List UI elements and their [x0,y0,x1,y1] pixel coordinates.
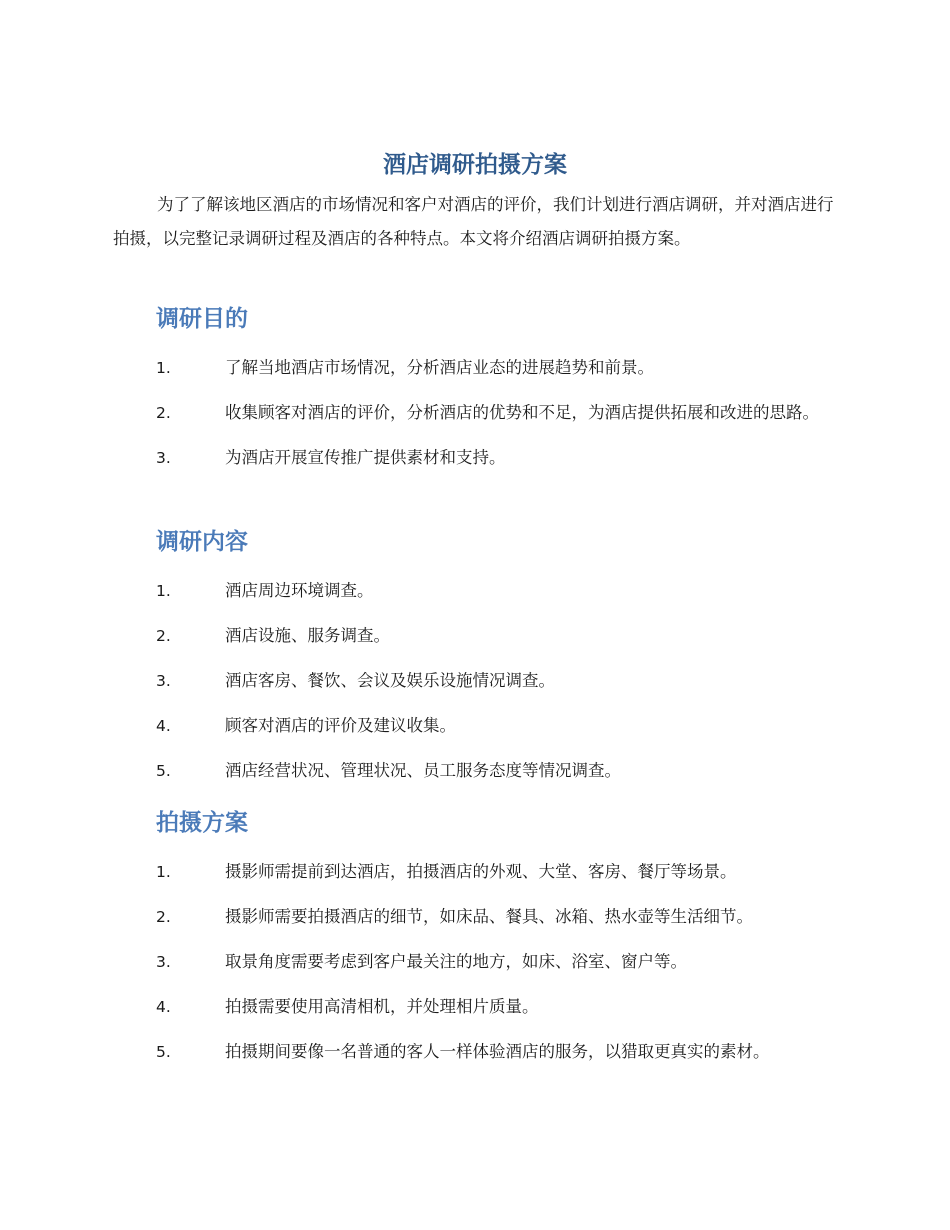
list-item-text: 了解当地酒店市场情况，分析酒店业态的进展趋势和前景。 [225,358,654,377]
list-item-text: 酒店客房、餐饮、会议及娱乐设施情况调查。 [225,671,555,690]
list-item [113,441,841,475]
list-item [113,754,841,788]
section-heading-content: 调研内容 [156,529,248,555]
document-title: 酒店调研拍摄方案 [383,152,567,178]
list-item-text: 顾客对酒店的评价及建议收集。 [225,716,456,735]
list-item-number: 1. [156,582,171,600]
list-item-number: 5. [156,762,171,780]
list-item [113,574,841,608]
list-item-number: 2. [156,627,171,645]
list-item-number: 2. [156,404,171,422]
list-item-text: 为酒店开展宣传推广提供素材和支持。 [225,448,506,467]
list-item [113,990,841,1024]
section-heading-purpose: 调研目的 [156,306,248,332]
list-item-number: 1. [156,359,171,377]
list-item-text: 取景角度需要考虑到客户最关注的地方，如床、浴室、窗户等。 [225,952,687,971]
section-heading-shooting: 拍摄方案 [156,810,248,836]
content-list [113,574,841,788]
list-item-text: 酒店经营状况、管理状况、员工服务态度等情况调查。 [225,761,621,780]
list-item-text: 拍摄需要使用高清相机，并处理相片质量。 [225,997,539,1016]
list-item [113,619,841,653]
list-item-text: 酒店设施、服务调查。 [225,626,390,645]
list-item [113,351,841,385]
list-item-text: 收集顾客对酒店的评价，分析酒店的优势和不足，为酒店提供拓展和改进的思路。 [225,403,819,422]
list-item-text: 拍摄期间要像一名普通的客人一样体验酒店的服务，以猎取更真实的素材。 [225,1042,770,1061]
list-item-number: 5. [156,1043,171,1061]
shooting-list [113,855,841,1069]
purpose-list [113,351,841,475]
list-item-number: 2. [156,908,171,926]
list-item-number: 3. [156,672,171,690]
list-item [113,396,841,430]
list-item-number: 4. [156,717,171,735]
list-item [113,664,841,698]
list-item-number: 3. [156,449,171,467]
list-item-number: 1. [156,863,171,881]
list-item [113,945,841,979]
list-item-text: 酒店周边环境调查。 [225,581,374,600]
list-item-text: 摄影师需要拍摄酒店的细节，如床品、餐具、冰箱、热水壶等生活细节。 [225,907,753,926]
list-item-number: 4. [156,998,171,1016]
list-item [113,855,841,889]
list-item-number: 3. [156,953,171,971]
list-item-text: 摄影师需提前到达酒店，拍摄酒店的外观、大堂、客房、餐厅等场景。 [225,862,737,881]
intro-paragraph: 为了了解该地区酒店的市场情况和客户对酒店的评价，我们计划进行酒店调研，并对酒店进行拍摄，以完整记录调研过程及酒店的各种特点。本文将介绍酒店调研拍摄方案。 [113,195,834,248]
list-item [113,709,841,743]
list-item [113,900,841,934]
list-item [113,1035,841,1069]
